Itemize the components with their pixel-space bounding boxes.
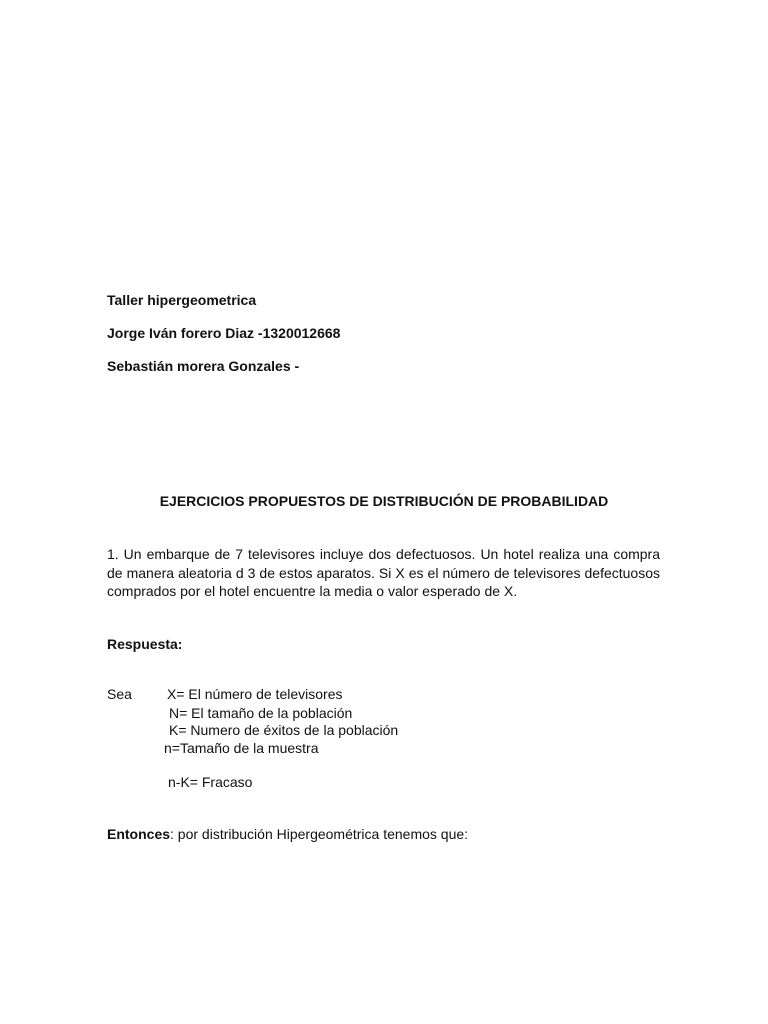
exercise-1-text: 1. Un embarque de 7 televisores incluye dos defectuosos. Un hotel realiza una compra de manera aleatoria d 3 de estos aparatos. Si X es el número de televisores defectuosos comprados por el hotel encuentre la media o valor esperado de X. [107,546,660,599]
definition-n-population: N= El tamaño de la población [169,705,353,721]
failure-definition: n-K= Fracaso [168,774,253,790]
sea-label: Sea [107,686,132,702]
author-line-1: Jorge Iván forero Diaz -1320012668 [107,325,341,341]
conclusion-line [107,826,468,843]
section-heading: EJERCICIOS PROPUESTOS DE DISTRIBUCIÓN DE PROBABILIDAD [159,493,609,509]
conclusion-bold: Entonces [107,826,171,842]
author-line-2: Sebastián morera Gonzales - [107,358,300,374]
conclusion-rest: : por distribución Hipergeométrica tenemos que: [170,826,469,842]
answer-label: Respuesta: [107,636,183,652]
definition-x: X= El número de televisores [167,686,343,702]
document-title: Taller hipergeometrica [107,292,257,308]
definition-k-successes: K= Numero de éxitos de la población [169,722,399,738]
definition-n-sample: n=Tamaño de la muestra [164,740,319,756]
